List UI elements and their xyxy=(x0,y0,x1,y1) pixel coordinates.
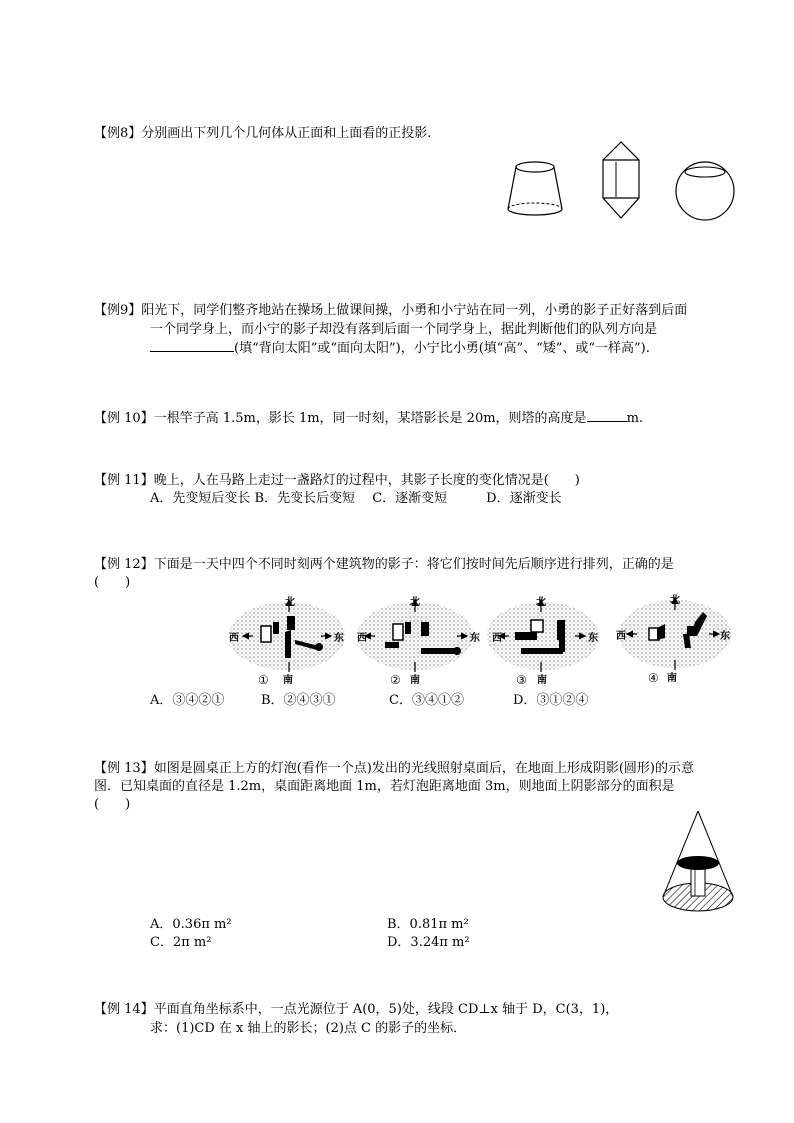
example-12-paren: ( ) xyxy=(94,575,131,590)
example-13-paren: ( ) xyxy=(94,797,131,812)
south-label-1: 南 xyxy=(283,675,293,686)
east-label-1: 东 xyxy=(334,633,344,644)
example-tag: 【例9】 xyxy=(94,303,142,318)
example-9-line1 xyxy=(94,302,687,319)
south-label-4: 南 xyxy=(667,673,677,684)
option-b: B．0.81π m² xyxy=(387,917,469,932)
question-text: 分别画出下列几个几何体从正面和上面看的正投影. xyxy=(141,126,432,141)
answer-blank[interactable] xyxy=(150,339,234,352)
example-tag: 【例 12】 xyxy=(94,557,154,572)
example-tag: 【例 13】 xyxy=(94,761,154,776)
figure-number-1: ① xyxy=(258,673,269,687)
east-label-2: 东 xyxy=(470,633,480,644)
figure-number-3: ③ xyxy=(516,673,527,687)
example-13-line1 xyxy=(94,760,694,777)
figure-number-2: ② xyxy=(390,673,401,687)
south-label-2: 南 xyxy=(410,675,420,686)
example-14-line2: 求：(1)CD 在 x 轴上的影长；(2)点 C 的影子的坐标． xyxy=(150,1021,467,1036)
example-tag: 【例 11】 xyxy=(94,473,154,488)
question-text: 如图是圆桌正上方的灯泡(看作一个点)发出的光线照射桌面后，在地面上形成阴影(圆形)的示意 xyxy=(153,761,694,776)
west-label-3: 西 xyxy=(492,633,502,644)
question-text: 阳光下，同学们整齐地站在操场上做课间操，小勇和小宁站在同一列，小勇的影子正好落到后面 xyxy=(141,303,688,318)
example-9-line2: 一个同学身上，而小宁的影子却没有落到后面一个同学身上，据此判断他们的队列方向是 xyxy=(150,322,658,337)
example-14-line1 xyxy=(94,1001,618,1018)
example-11 xyxy=(94,472,580,489)
question-text: (填“背向太阳”或“面向太阳”)，小宁比小勇(填“高”、“矮”、或“一样高”). xyxy=(234,341,650,356)
example-9-line3 xyxy=(150,339,650,357)
east-label-3: 东 xyxy=(588,633,598,644)
option-d: D．3.24π m² xyxy=(387,935,470,950)
option-a: A．0.36π m² xyxy=(150,917,232,932)
west-label-4: 西 xyxy=(616,631,626,642)
question-text: 平面直角坐标系中，一点光源位于 A(0，5)处，线段 CD⊥x 轴于 D，C(3，1)， xyxy=(153,1002,619,1017)
example-tag: 【例 14】 xyxy=(94,1002,154,1017)
answer-blank[interactable] xyxy=(587,409,627,422)
lamp-table-figure xyxy=(660,808,740,914)
option-d: D．③①②④ xyxy=(513,693,589,708)
west-label-1: 西 xyxy=(229,633,239,644)
frustum-figure xyxy=(500,160,570,220)
hexagonal-prism-figure xyxy=(600,140,644,222)
example-tag: 【例8】 xyxy=(94,126,142,141)
sphere-figure xyxy=(674,160,738,222)
south-label-3: 南 xyxy=(537,675,547,686)
west-label-2: 西 xyxy=(357,633,367,644)
example-11-options: A．先变短后变长 B．先变长后变短 C．逐渐变短 D．逐渐变长 xyxy=(150,491,562,506)
example-tag: 【例 10】 xyxy=(94,411,154,426)
example-12 xyxy=(94,556,674,573)
example-10 xyxy=(94,409,643,427)
figure-number-4: ④ xyxy=(648,671,659,685)
option-c: C．2π m² xyxy=(150,935,212,950)
option-c: C．③④①② xyxy=(389,693,464,708)
question-text: 一根竿子高 1.5m，影长 1m，同一时刻，某塔影长是 20m，则塔的高度是 xyxy=(153,411,587,426)
north-label-2: 北 xyxy=(410,597,420,608)
example-8 xyxy=(94,125,431,142)
option-b: B．②④③① xyxy=(261,693,336,708)
north-label-4: 北 xyxy=(670,595,680,606)
option-a: A．③④②① xyxy=(150,693,225,708)
question-text: 下面是一天中四个不同时刻两个建筑物的影子：将它们按时间先后顺序进行排列，正确的是 xyxy=(153,557,674,572)
example-13-line2: 图．已知桌面的直径是 1.2m，桌面距离地面 1m，若灯泡距离地面 3m，则地面上阴影部分的面积是 xyxy=(94,779,675,794)
north-label-1: 北 xyxy=(285,597,295,608)
east-label-4: 东 xyxy=(720,631,730,642)
question-text: 晚上，人在马路上走过一盏路灯的过程中，其影子长度的变化情况是( ) xyxy=(153,473,580,488)
north-label-3: 北 xyxy=(536,597,546,608)
unit-text: m. xyxy=(626,411,644,426)
